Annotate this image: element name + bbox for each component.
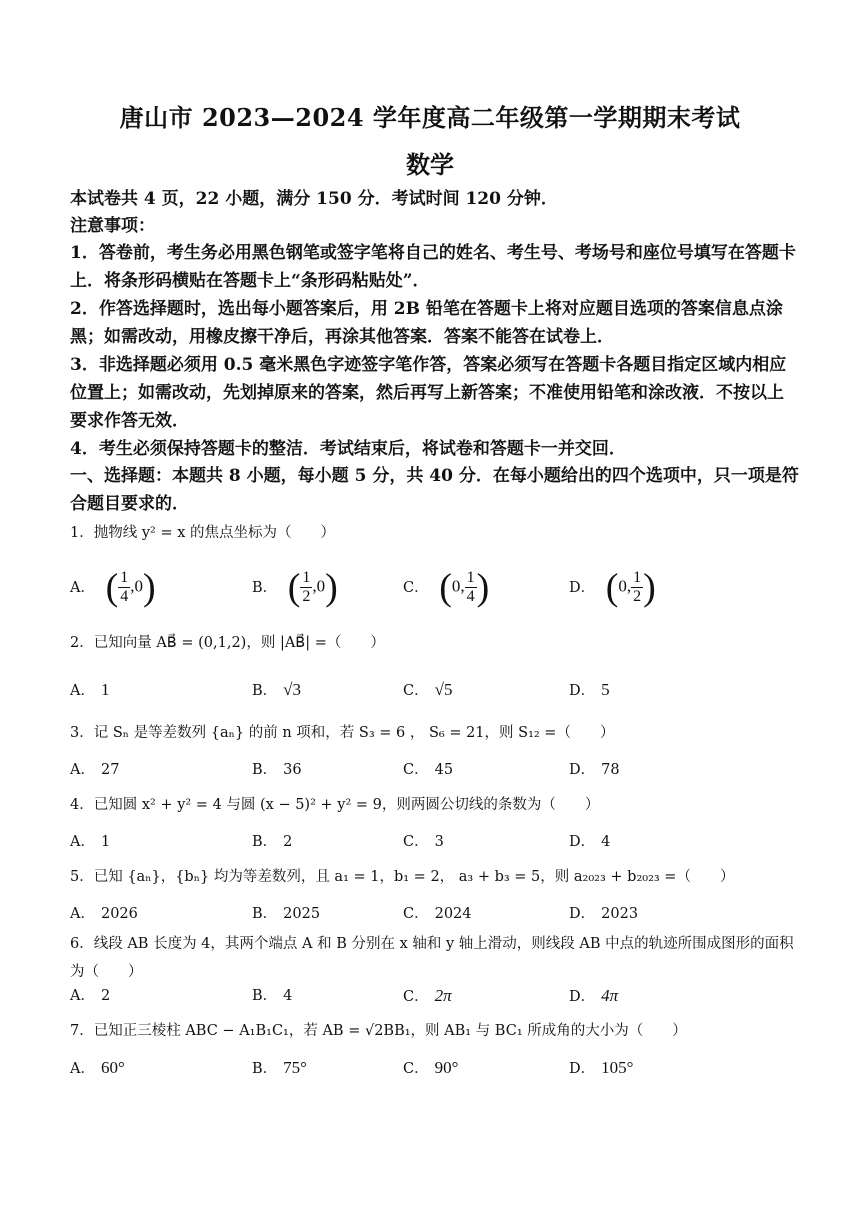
option-1a: A． ( $\frac{1}{4}$ ,0) — [70, 566, 156, 609]
option-3b: B． 36 — [252, 762, 302, 778]
question-5-options — [70, 899, 790, 929]
option-3d: D． 78 — [569, 762, 620, 778]
option-5a: A． 2026 — [70, 906, 138, 922]
option-2a: A． 1 — [70, 680, 110, 699]
option-6a: A． 2 — [70, 988, 111, 1004]
question-1-options — [70, 566, 790, 609]
question-4-options — [70, 827, 790, 857]
option-4a: A． 1 — [70, 834, 111, 850]
question-6-options — [70, 981, 790, 1011]
option-7a: A． 60° — [70, 1058, 125, 1077]
option-1c: C． (0, $\frac{1}{4}$ ) — [403, 566, 490, 609]
option-4d: D． 4 — [569, 834, 611, 850]
option-1b: B． ( $\frac{1}{2}$ ,0) — [252, 566, 338, 609]
question-2-stem: 2．已知向量 AB⃗ = (0,1,2)，则 |AB⃗| =（ ） — [70, 635, 385, 651]
question-5-stem: 5．已知 {aₙ}，{bₙ} 均为等差数列，且 a₁ = 1，b₁ = 2， a₃ + b₃ = 5，则 a₂₀₂₃ + b₂₀₂₃ =（ ） — [70, 869, 735, 885]
question-3-stem: 3．记 Sₙ 是等差数列 {aₙ} 的前 n 项和，若 S₃ = 6 ， S₆ = 21，则 S₁₂ =（ ） — [70, 725, 615, 741]
option-4b: B． 2 — [252, 834, 293, 850]
option-2c: C． √5 — [403, 680, 453, 699]
question-6-stem: 6．线段 AB 长度为 4，其两个端点 A 和 B 分别在 x 轴和 y 轴上滑动，则线段 AB 中点的轨迹所围成图形的面积为（ ） — [70, 936, 794, 980]
question-7-options — [70, 1053, 790, 1083]
option-5b: B． 2025 — [252, 906, 321, 922]
exam-title: 唐山市 2023—2024 学年度高二年级第一学期期末考试 — [119, 103, 741, 132]
notice-title: 注意事项： — [70, 216, 155, 236]
section-heading: 一、选择题：本题共 8 小题，每小题 5 分，共 40 分．在每小题给出的四个选项中，只一项是符合题目要求的． — [70, 466, 799, 514]
option-7c: C． 90° — [403, 1058, 459, 1077]
option-1d: D． (0, $\frac{1}{2}$ ) — [569, 566, 656, 609]
exam-subject: 数学 — [406, 150, 454, 179]
option-3a: A． 27 — [70, 762, 120, 778]
question-2-options — [70, 675, 790, 705]
option-5d: D． 2023 — [569, 906, 639, 922]
option-2b: B． √3 — [252, 680, 301, 699]
option-6d: D． 4π — [569, 986, 619, 1005]
option-6c: C． 2π — [403, 986, 452, 1005]
option-7d: D． 105° — [569, 1058, 634, 1077]
option-4c: C． 3 — [403, 834, 444, 850]
notice-item-4: 4．考生必须保持答题卡的整洁．考试结束后，将试卷和答题卡一并交回． — [70, 439, 626, 459]
option-7b: B． 75° — [252, 1058, 307, 1077]
question-3-options — [70, 755, 790, 785]
question-4-stem: 4．已知圆 x² + y² = 4 与圆 (x − 5)² + y² = 9，则两圆公切线的条数为（ ） — [70, 797, 600, 813]
exam-summary: 本试卷共 4 页，22 小题，满分 150 分．考试时间 120 分钟． — [70, 189, 558, 209]
notice-item-1: 1．答卷前，考生务必用黑色钢笔或签字笔将自己的姓名、考生号、考场号和座位号填写在答题卡上．将条形码横贴在答题卡上“条形码粘贴处”． — [70, 243, 796, 291]
notice-item-2: 2．作答选择题时，选出每小题答案后，用 2B 铅笔在答题卡上将对应题目选项的答案信息点涂黑；如需改动，用橡皮擦干净后，再涂其他答案．答案不能答在试卷上． — [70, 299, 783, 347]
option-2d: D． 5 — [569, 680, 610, 699]
option-6b: B． 4 — [252, 988, 293, 1004]
option-3c: C． 45 — [403, 762, 454, 778]
question-1-stem: 1．抛物线 y² = x 的焦点坐标为（ ） — [70, 525, 335, 541]
option-5c: C． 2024 — [403, 906, 472, 922]
notice-item-3: 3．非选择题必须用 0.5 毫米黑色字迹签字笔作答，答案必须写在答题卡各题目指定区域内相应位置上；如需改动，先划掉原来的答案，然后再写上新答案；不准使用铅笔和涂改液．不按以上要求作答无效． — [70, 355, 787, 431]
question-7-stem: 7．已知正三棱柱 ABC − A₁B₁C₁，若 AB = √2BB₁，则 AB₁ 与 BC₁ 所成角的大小为（ ） — [70, 1023, 687, 1039]
